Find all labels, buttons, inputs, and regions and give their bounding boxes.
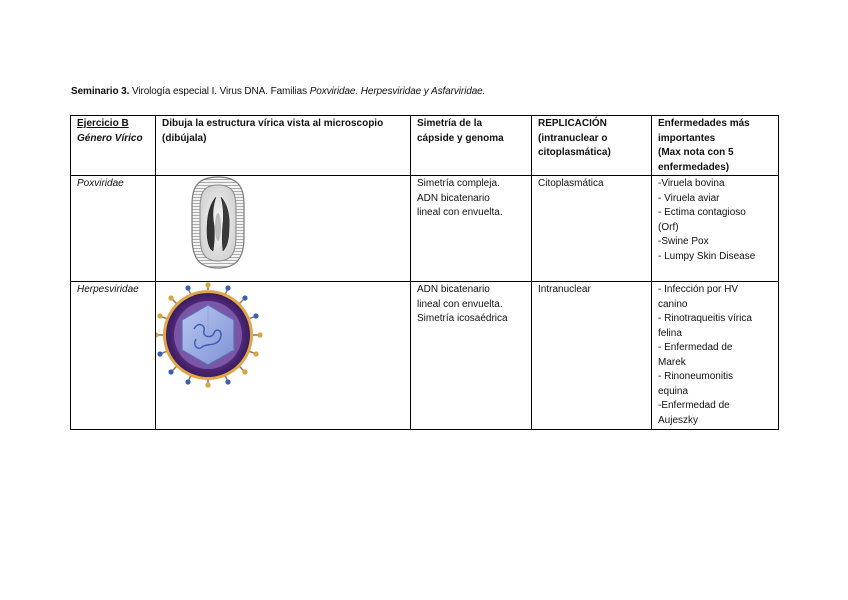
genus-cell [71, 176, 156, 282]
header-drawing-line1: Dibuja la estructura vírica vista al microscopio [162, 118, 384, 129]
symmetry-line: ADN bicatenario [417, 192, 490, 204]
page-heading [71, 86, 485, 97]
disease-item: equina [658, 385, 689, 397]
disease-item: Aujeszky [658, 414, 699, 426]
header-diseases-line3: (Max nota con 5 [658, 147, 734, 158]
header-replication-line2: (intranuclear o [538, 132, 608, 144]
disease-item: - Infección por HV [658, 284, 739, 295]
disease-item: - Rinotraqueitis vírica [658, 313, 752, 324]
header-replication-line1: REPLICACIÓN [538, 118, 607, 129]
genus-name: Poxviridae [77, 178, 124, 189]
disease-item: felina [658, 327, 682, 339]
disease-item: - Viruela aviar [658, 192, 720, 204]
disease-item: - Enfermedad de [658, 342, 733, 353]
diseases-cell [652, 282, 779, 430]
herpesvirus-drawing [156, 282, 269, 390]
heading-plain: Virología especial I. Virus DNA. Familias [129, 86, 310, 97]
header-replication [532, 116, 652, 176]
disease-item: - Rinoneumonitis [658, 371, 734, 382]
replication-value: Citoplasmática [538, 178, 604, 189]
header-diseases-line1: Enfermedades más [658, 118, 750, 129]
disease-item: canino [658, 298, 688, 310]
symmetry-cell [411, 176, 532, 282]
header-symmetry-line1: Simetría de la [417, 118, 483, 129]
replication-cell [532, 176, 652, 282]
disease-item: -Enfermedad de [658, 400, 730, 411]
symmetry-line: Simetría compleja. [417, 178, 500, 189]
drawing-cell [156, 282, 411, 430]
disease-item: -Viruela bovina [658, 178, 725, 189]
header-exercise-label: Ejercicio B [77, 118, 129, 129]
replication-cell [532, 282, 652, 430]
header-diseases [652, 116, 779, 176]
replication-value: Intranuclear [538, 284, 591, 295]
header-row [71, 116, 779, 176]
heading-bold: Seminario 3. [71, 86, 130, 97]
genus-cell [71, 282, 156, 430]
header-genus-label: Género Vírico [77, 132, 143, 144]
disease-item: - Lumpy Skin Disease [658, 250, 756, 262]
seminar-table [70, 115, 779, 430]
header-symmetry [411, 116, 532, 176]
table-row-poxviridae [71, 176, 779, 282]
diseases-cell [652, 176, 779, 282]
symmetry-line: Simetría icosaédrica [417, 313, 508, 324]
symmetry-line: ADN bicatenario [417, 284, 490, 295]
symmetry-line: lineal con envuelta. [417, 298, 503, 310]
poxvirus-drawing [178, 176, 258, 272]
header-replication-line3: citoplasmática) [538, 147, 611, 158]
header-drawing [156, 116, 411, 176]
genus-name: Herpesviridae [77, 284, 139, 295]
drawing-cell [156, 176, 411, 282]
disease-item: -Swine Pox [658, 236, 709, 247]
table-row-herpesviridae [71, 282, 779, 430]
symmetry-cell [411, 282, 532, 430]
header-symmetry-line2: cápside y genoma [417, 132, 504, 144]
header-genus [71, 116, 156, 176]
heading-italic: Poxviridae. Herpesviridae y Asfarviridae. [309, 86, 486, 97]
disease-item: (Orf) [658, 221, 679, 233]
header-diseases-line2: importantes [658, 132, 716, 144]
header-diseases-line4: enfermedades) [658, 161, 730, 173]
header-drawing-line2: (dibújala) [162, 132, 207, 144]
disease-item: Marek [658, 356, 686, 368]
disease-item: - Ectima contagioso [658, 207, 746, 218]
symmetry-line: lineal con envuelta. [417, 207, 503, 218]
